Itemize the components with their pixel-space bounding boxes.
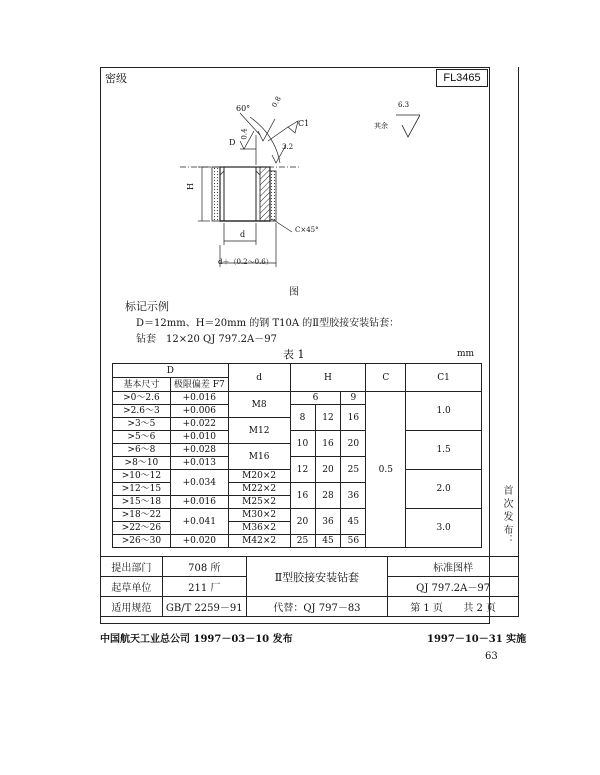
deviation: +0.041 [170,509,228,535]
spec-table [112,363,482,548]
drafter-value: 211 厂 [162,577,246,597]
angle-label: 60° [236,104,251,113]
header-base-size: 基本尺寸 [113,378,171,392]
title-block [100,556,519,617]
base-size: >22～26 [113,522,171,535]
h-value: 12 [290,457,315,483]
deviation: +0.020 [170,535,228,548]
h-header-9: 9 [341,392,366,405]
base-size: >6～8 [113,444,171,457]
page-current: 第 1 页 [410,603,443,614]
d-value: M8 [228,392,290,418]
sidebar-column [489,67,519,556]
deviation: +0.034 [170,470,228,496]
h-value: 16 [290,483,315,509]
h-value: 16 [341,405,366,431]
h-label: H [185,183,195,190]
header-C1: C1 [406,364,482,392]
h-value: 36 [341,483,366,509]
h-value: 10 [290,431,315,457]
c1-value: 1.5 [406,431,482,470]
base-size: >3～5 [113,418,171,431]
page-total: 共 2 页 [463,603,497,614]
h-value: 16 [315,431,341,457]
header-H: H [290,364,366,392]
effective-line: 1997－10－31 实施 [427,634,527,645]
base-size: >5～6 [113,431,171,444]
standard-name: Ⅱ型胶接安装钻套 [246,557,388,597]
replaces-value: 代替：QJ 797－83 [246,597,388,617]
rest-label: 其余 [374,122,388,130]
h-value: 20 [341,431,366,457]
chamfer-label: C×45° [295,226,319,234]
c1-label: C1 [298,119,310,128]
standard-number: QJ 797.2A－97 [388,577,519,597]
d-value: M25×2 [228,496,290,509]
d-value: M42×2 [228,535,290,548]
h-value: 45 [341,509,366,535]
header-D: D [113,364,229,378]
header-deviation: 极限偏差 F7 [170,378,228,392]
scope-value: GB/T 2259－91 [162,597,246,617]
d-value: M22×2 [228,483,290,496]
table-unit: mm [457,349,475,359]
proposer-value: 708 所 [162,557,246,577]
drafter-label: 起草单位 [101,577,163,597]
proposer-label: 提出部门 [101,557,163,577]
first-release-note: 首 次 发 布： [501,485,512,545]
marking-line2: 钻套 12×20 QJ 797.2A－97 [136,334,277,345]
deviation: +0.016 [170,496,228,509]
d-value: M12 [228,418,290,444]
h-value: 25 [290,535,315,548]
base-size: >2.6～3 [113,405,171,418]
c-value-05: 0.5 [366,392,406,548]
base-size: >18～22 [113,509,171,522]
base-size: >8～10 [113,457,171,470]
page-info [388,597,519,617]
table-caption: 表 1 [283,348,305,361]
deviation: +0.010 [170,431,228,444]
header-C: C [366,364,406,392]
h-value: 25 [341,457,366,483]
base-size: >0～2.6 [113,392,171,405]
d-lower-label: d [240,230,246,239]
d-value: M16 [228,444,290,470]
h-value: 56 [341,535,366,548]
h-value: 45 [315,535,341,548]
marking-line1: D＝12mm、H＝20mm 的钢 T10A 的Ⅱ型胶接安装钻套： [136,318,400,329]
base-size: >10～12 [113,470,171,483]
h-value: 8 [290,405,315,431]
base-size: >15～18 [113,496,171,509]
c1-value: 1.0 [406,392,482,431]
marking-title: 标记示例 [125,300,169,313]
d-value: M20×2 [228,470,290,483]
c1-value: 2.0 [406,470,482,509]
deviation: +0.016 [170,392,228,405]
bottom-dimension-label: d＋（0.2～0.6） [218,258,273,266]
deviation: +0.022 [170,418,228,431]
h-value: 28 [315,483,341,509]
figure-caption: 图 [289,287,299,298]
page-number: 63 [485,651,498,662]
secrecy-label: 密级 [105,72,127,85]
d-value: M36×2 [228,522,290,535]
base-size: >26～30 [113,535,171,548]
deviation: +0.013 [170,457,228,470]
c1-value: 3.0 [406,509,482,548]
d-upper-label: D [229,138,236,147]
roughness-32: 3.2 [282,143,294,151]
roughness-63: 6.3 [398,101,410,109]
h-value: 20 [315,457,341,483]
roughness-08: 0.8 [270,95,283,109]
standard-drawing-label: 标准图样 [388,557,519,577]
d-value: M30×2 [228,509,290,522]
h-value: 20 [290,509,315,535]
h-header-6: 6 [290,392,341,405]
base-size: >12～15 [113,483,171,496]
scope-label: 适用规范 [101,597,163,617]
h-value: 12 [315,405,341,431]
header-d: d [228,364,290,392]
h-value: 36 [315,509,341,535]
deviation: +0.028 [170,444,228,457]
publisher-line: 中国航天工业总公司 1997－03－10 发布 [100,634,293,645]
deviation: +0.006 [170,405,228,418]
roughness-04: 0.4 [240,128,249,140]
drawing-code: FL3465 [436,69,488,87]
